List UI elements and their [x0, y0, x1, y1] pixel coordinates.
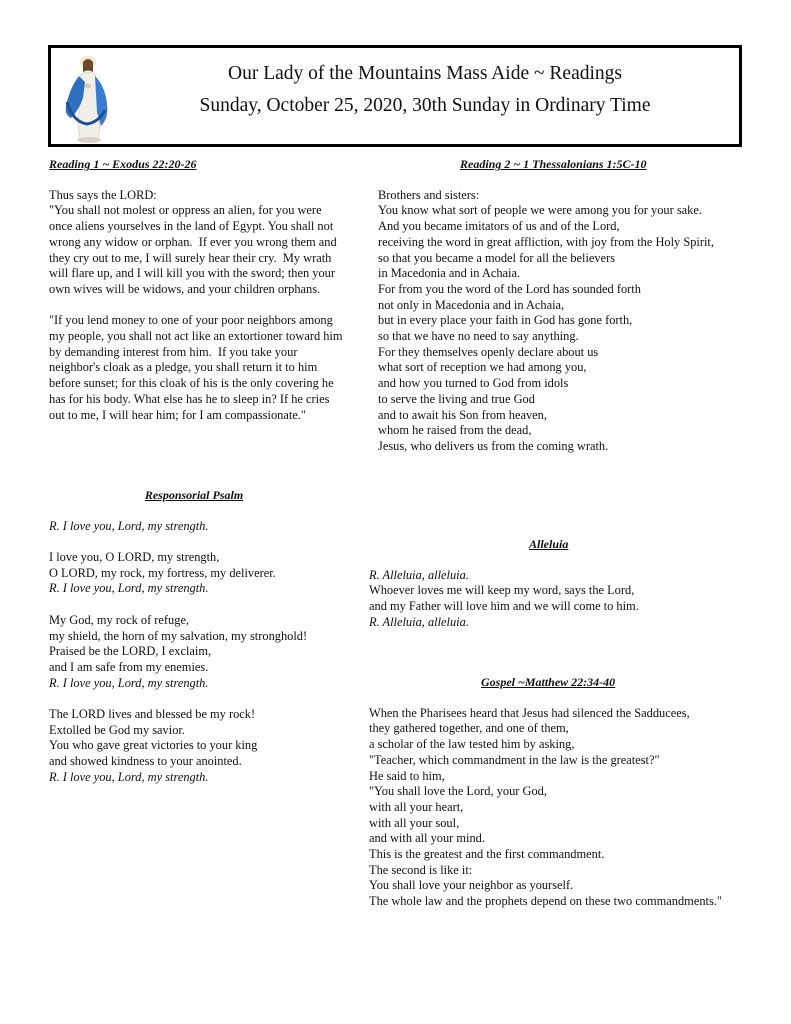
gospel-line: The whole law and the prophets depend on these two commandments."	[369, 894, 722, 909]
reading1-line: "If you lend money to one of your poor neighbors among	[49, 313, 333, 328]
reading2-line: Brothers and sisters:	[378, 187, 480, 202]
psalm-line: The LORD lives and blessed be my rock!	[49, 707, 256, 722]
psalm-line: O LORD, my rock, my fortress, my deliverer.	[49, 565, 276, 580]
alleluia-heading: Alleluia	[529, 537, 569, 551]
reading1-line: before sunset; for this cloak of his is the only covering he	[49, 376, 334, 391]
reading1-line: wrong any widow or orphan. If ever you wrong them and	[49, 234, 337, 249]
gospel-line: a scholar of the law tested him by asking,	[369, 737, 575, 752]
header-box	[48, 45, 742, 147]
gospel-section	[369, 675, 749, 910]
reading1-line: Thus says the LORD:	[49, 187, 157, 202]
psalm-response: R. I love you, Lord, my strength.	[49, 675, 209, 690]
gospel-line: "You shall love the Lord, your God,	[369, 784, 547, 799]
psalm-line: and I am safe from my enemies.	[49, 659, 209, 674]
psalm-heading: Responsorial Psalm	[144, 488, 244, 502]
reading1-line: has for his body. What else has he to sleep in? If he cries	[49, 391, 330, 406]
reading2-line: but in every place your faith in God has gone forth,	[378, 313, 633, 328]
reading2-line: and to await his Son from heaven,	[378, 407, 547, 422]
reading2-line: to serve the living and true God	[378, 391, 535, 406]
psalm-line: Praised be the LORD, I exclaim,	[49, 644, 212, 659]
reading1-line: will flare up, and I will kill you with the sword; then your	[49, 266, 335, 281]
reading2-line: so that you became a model for all the believers	[378, 250, 616, 265]
reading1-heading: Reading 1 ~ Exodus 22:20-26	[49, 157, 197, 171]
alleluia-line: and my Father will love him and we will come to him.	[369, 599, 639, 614]
reading1-line: once aliens yourselves in the land of Egypt. You shall not	[49, 219, 334, 234]
gospel-line: "Teacher, which commandment in the law is the greatest?"	[369, 752, 660, 767]
reading1-line: "You shall not molest or oppress an alien, for you were	[49, 203, 322, 218]
reading2-line: You know what sort of people we were among you for your sake.	[378, 203, 702, 218]
gospel-line: with all your heart,	[369, 799, 464, 814]
psalm-section	[49, 488, 364, 786]
psalm-line: and showed kindness to your anointed.	[49, 754, 242, 769]
gospel-line: and with all your mind.	[369, 831, 485, 846]
reading1-section	[49, 157, 364, 423]
psalm-line: Extolled be God my savior.	[49, 722, 185, 737]
psalm-response: R. I love you, Lord, my strength.	[49, 769, 209, 784]
psalm-line: You who gave great victories to your king	[49, 738, 258, 753]
gospel-heading: Gospel ~Matthew 22:34-40	[481, 675, 616, 689]
reading1-line: neighbor's cloak as a pledge, you shall return it to him	[49, 360, 318, 375]
reading2-line: For from you the word of the Lord has sounded forth	[378, 281, 641, 296]
reading1-line: by demanding interest from him. If you take your	[49, 344, 298, 359]
reading1-line: my people, you shall not act like an extortioner toward him	[49, 329, 343, 343]
gospel-line: The second is like it:	[369, 862, 473, 877]
gospel-line: with all your soul,	[369, 815, 460, 830]
gospel-line: they gathered together, and one of them,	[369, 721, 569, 736]
reading2-line: so that we have no need to say anything.	[378, 329, 579, 344]
reading2-line: what sort of reception we had among you,	[378, 360, 587, 375]
gospel-line: He said to him,	[369, 768, 445, 783]
page-title: Our Lady of the Mountains Mass Aide ~ Readings	[228, 63, 622, 84]
page-subtitle: Sunday, October 25, 2020, 30th Sunday in Ordinary Time	[199, 95, 651, 116]
reading2-line: For they themselves openly declare about us	[378, 344, 599, 359]
alleluia-response: R. Alleluia, alleluia.	[369, 614, 469, 629]
reading1-line: own wives will be widows, and your children orphans.	[49, 281, 321, 296]
gospel-line: When the Pharisees heard that Jesus had silenced the Sadducees,	[369, 705, 690, 720]
reading1-line: they cry out to me, I will surely hear their cry. My wrath	[49, 250, 332, 265]
alleluia-section	[369, 537, 744, 631]
reading1-line: out to me, I will hear him; for I am compassionate."	[49, 407, 306, 422]
reading2-line: Jesus, who delivers us from the coming wrath.	[378, 438, 609, 453]
psalm-response: R. I love you, Lord, my strength.	[49, 518, 209, 533]
psalm-response: R. I love you, Lord, my strength.	[49, 581, 209, 596]
alleluia-response: R. Alleluia, alleluia.	[369, 567, 469, 582]
reading2-line: not only in Macedonia and in Achaia,	[378, 297, 565, 312]
psalm-line: my shield, the horn of my salvation, my stronghold!	[49, 628, 308, 643]
psalm-line: My God, my rock of refuge,	[49, 612, 190, 627]
madonna-figure-icon	[57, 52, 115, 144]
reading2-section	[378, 157, 748, 455]
reading2-line: whom he raised from the dead,	[378, 423, 532, 438]
alleluia-line: Whoever loves me will keep my word, says the Lord,	[369, 583, 635, 598]
reading2-line: and how you turned to God from idols	[378, 376, 569, 391]
psalm-line: I love you, O LORD, my strength,	[49, 550, 220, 565]
reading2-heading: Reading 2 ~ 1 Thessalonians 1:5C-10	[460, 157, 647, 171]
gospel-line: This is the greatest and the first commandment.	[369, 847, 605, 862]
reading2-line: in Macedonia and in Achaia.	[378, 266, 521, 281]
reading2-line: And you became imitators of us and of the Lord,	[378, 219, 620, 234]
reading2-line: receiving the word in great affliction, with joy from the Holy Spirit,	[378, 234, 714, 249]
gospel-line: You shall love your neighbor as yourself.	[369, 878, 574, 893]
